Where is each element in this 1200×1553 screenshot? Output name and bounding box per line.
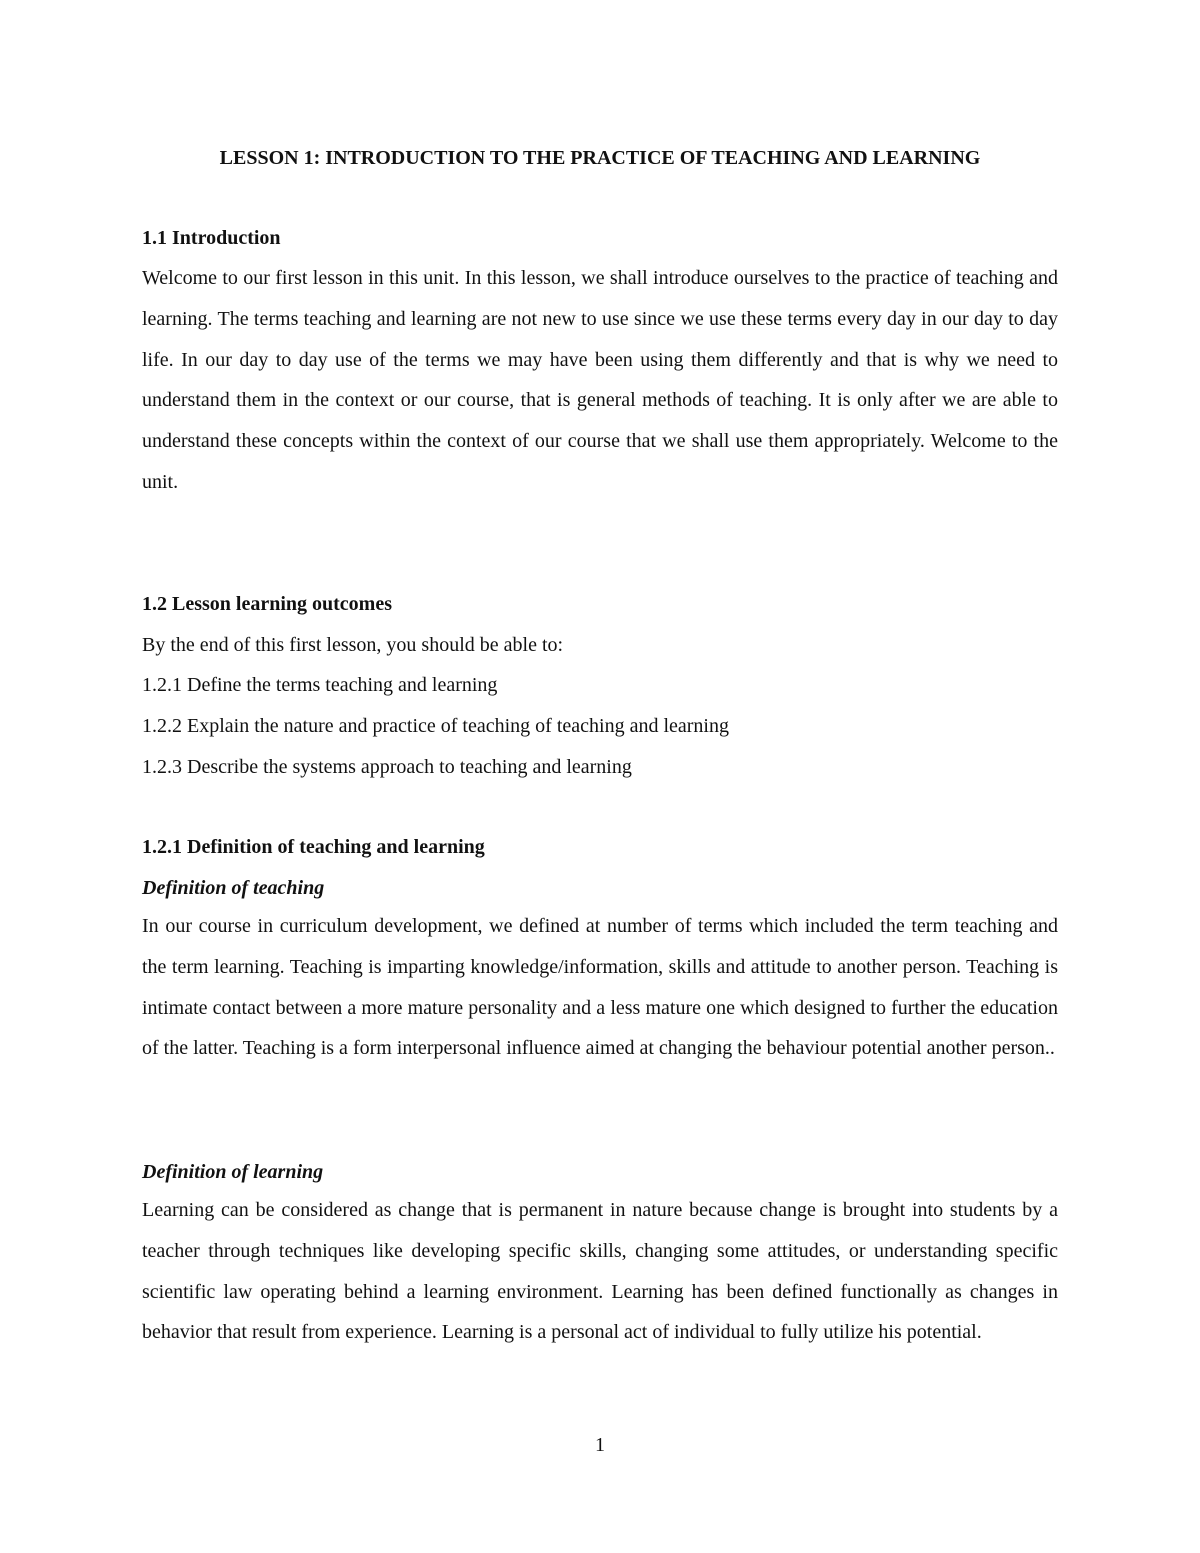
learning-definition-paragraph: Learning can be considered as change that is permanent in nature because change is brought into students by a teacher through techniques like developing specific skills, changing some attitudes, or understanding specific scientific law operating behind a learning environment. Learning has been defined functionally as changes in behavior that result from experience. Learning is a personal act of individual to fully utilize his potential. — [142, 1199, 1058, 1344]
outcomes-intro: By the end of this first lesson, you should be able to: — [142, 634, 564, 656]
introduction-paragraph: Welcome to our first lesson in this unit. In this lesson, we shall introduce ourselves to the practice of teaching and learning. The terms teaching and learning are not new to use since we use these terms every day in our day to day life. In our day to day use of the terms we may have been using them differently and that is why we need to understand them in the context or our course, that is general methods of teaching. It is only after we are able to understand these concepts within the context of our course that we shall use them appropriately. Welcome to the unit. — [142, 267, 1058, 493]
outcome-item: 1.2.3 Describe the systems approach to teaching and learning — [142, 756, 632, 778]
section-heading-outcomes: 1.2 Lesson learning outcomes — [142, 593, 392, 615]
page-number: 1 — [595, 1434, 605, 1456]
subheading-definition-learning: Definition of learning — [142, 1161, 324, 1183]
teaching-definition-paragraph: In our course in curriculum development, we defined at number of terms which included the term teaching and the term learning. Teaching is imparting knowledge/information, skills and attitude to another person. Teaching is intimate contact between a more mature personality and a less mature one which designed to further the education of the latter. Teaching is a form interpersonal influence aimed at changing the behaviour potential another person.. — [142, 915, 1058, 1060]
subheading-definition-teaching: Definition of teaching — [142, 877, 325, 899]
outcome-item: 1.2.1 Define the terms teaching and learning — [142, 674, 498, 696]
section-heading-definitions: 1.2.1 Definition of teaching and learning — [142, 836, 485, 858]
lesson-title: LESSON 1: INTRODUCTION TO THE PRACTICE OF TEACHING AND LEARNING — [219, 147, 981, 169]
section-heading-introduction: 1.1 Introduction — [142, 227, 281, 249]
outcome-item: 1.2.2 Explain the nature and practice of teaching of teaching and learning — [142, 715, 729, 737]
